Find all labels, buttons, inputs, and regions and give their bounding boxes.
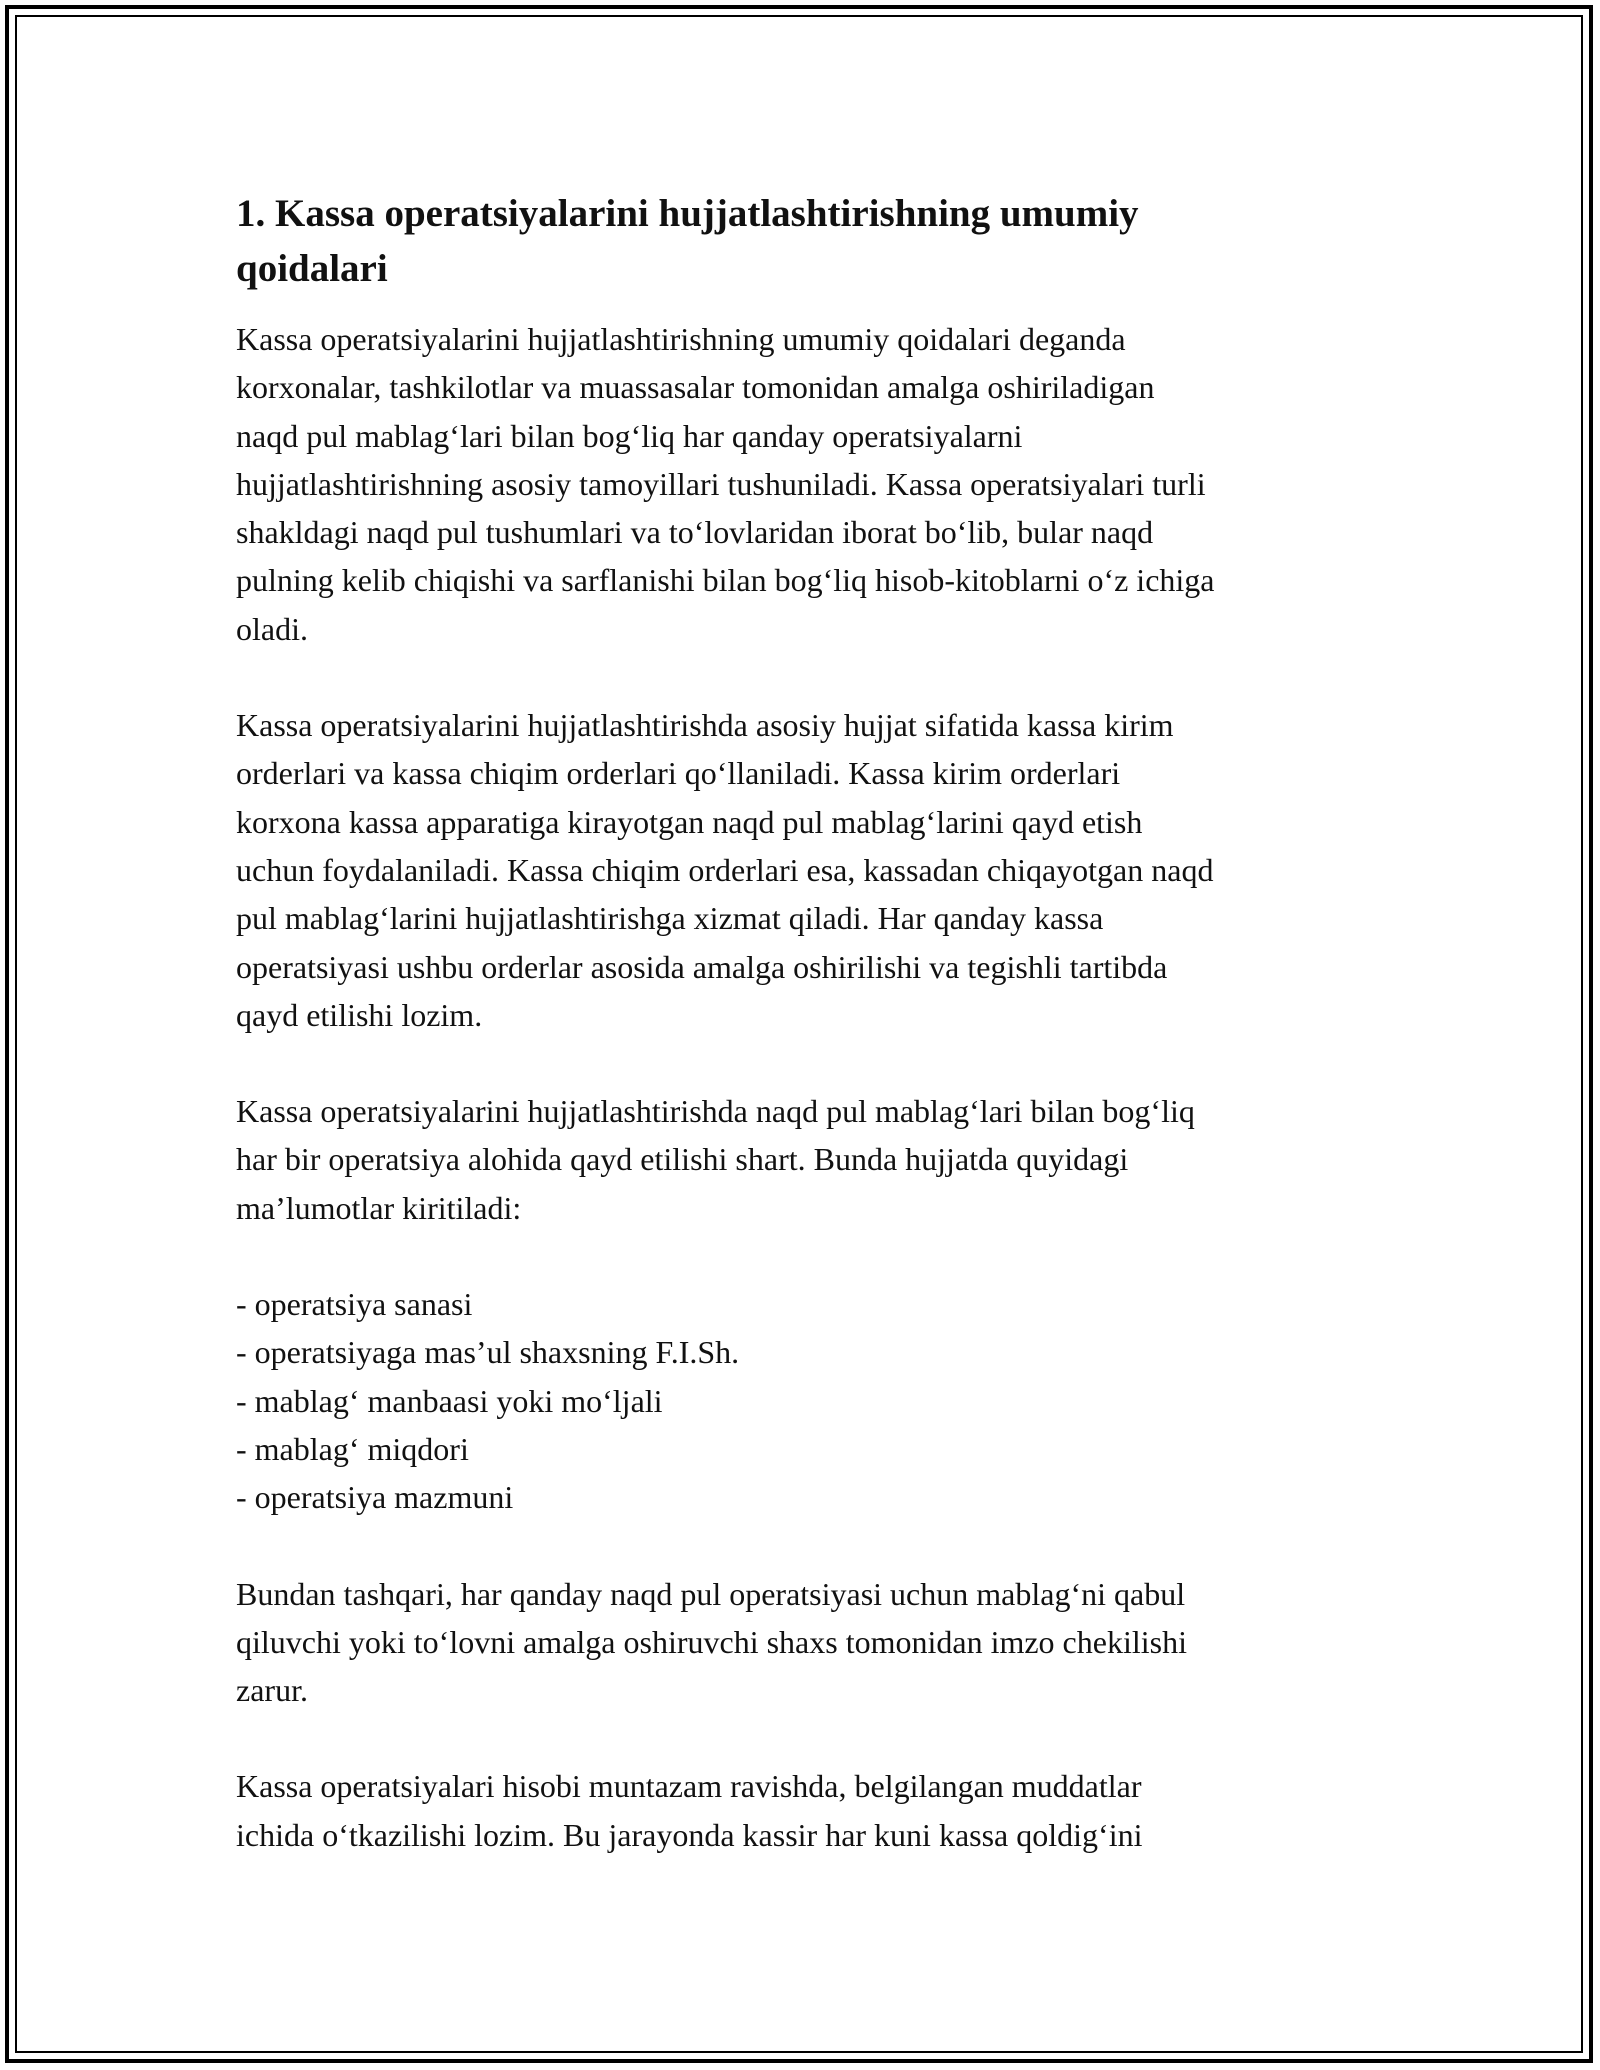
document-body bbox=[236, 186, 1366, 1859]
list-item: - operatsiyaga mas’ul shaxsning F.I.Sh. bbox=[236, 1334, 740, 1371]
paragraph-accounting: Kassa operatsiyalari hisobi muntazam ravishda, belgilangan muddatlar ichida o‘tkazilishi lozim. Bu jarayonda kassir har kuni kassa qoldig‘ini bbox=[236, 1768, 1143, 1853]
paragraph-intro: Kassa operatsiyalarini hujjatlashtirishning umumiy qoidalari deganda korxonalar, tashkilotlar va muassasalar tomonidan amalga oshiriladigan naqd pul mablag‘lari bilan bog‘liq har qanday operatsiyalarni hujjatlashtirishning asosiy tamoyillari tushuniladi. Kassa operatsiyalari turli shakldagi naqd pul tushumlari va to‘lovlaridan iborat bo‘lib, bular naqd pulning kelib chiqishi va sarflanishi bilan bog‘liq hisob-kitoblarni o‘z ichiga oladi. bbox=[236, 321, 1215, 647]
list-item: - operatsiya mazmuni bbox=[236, 1479, 514, 1516]
section-heading: 1. Kassa operatsiyalarini hujjatlashtirishning umumiy qoidalari bbox=[236, 192, 1139, 290]
paragraph-signature: Bundan tashqari, har qanday naqd pul operatsiyasi uchun mablag‘ni qabul qiluvchi yoki to‘lovni amalga oshiruvchi shaxs tomonidan imzo chekilishi zarur. bbox=[236, 1575, 1187, 1709]
list-item: - operatsiya sanasi bbox=[236, 1286, 473, 1323]
paragraph-requirements: Kassa operatsiyalarini hujjatlashtirishda naqd pul mablag‘lari bilan bog‘liq har bir operatsiya alohida qayd etilishi shart. Bunda hujjatda quyidagi ma’lumotlar kiritiladi: bbox=[236, 1093, 1195, 1226]
list-item: - mablag‘ manbaasi yoki mo‘ljali bbox=[236, 1382, 663, 1419]
paragraph-orders: Kassa operatsiyalarini hujjatlashtirishda asosiy hujjat sifatida kassa kirim orderlari va kassa chiqim orderlari qo‘llaniladi. Kassa kirim orderlari korxona kassa apparatiga kirayotgan naqd pul mablag‘larini qayd etish uchun foydalaniladi. Kassa chiqim orderlari esa, kassadan chiqayotgan naqd pul mablag‘larini hujjatlashtirishga xizmat qiladi. Har qanday kassa operatsiyasi ushbu orderlar asosida amalga oshirilishi va tegishli tartibda qayd etilishi lozim. bbox=[236, 707, 1214, 1033]
list-item: - mablag‘ miqdori bbox=[236, 1430, 469, 1467]
required-info-list bbox=[236, 1280, 1366, 1521]
